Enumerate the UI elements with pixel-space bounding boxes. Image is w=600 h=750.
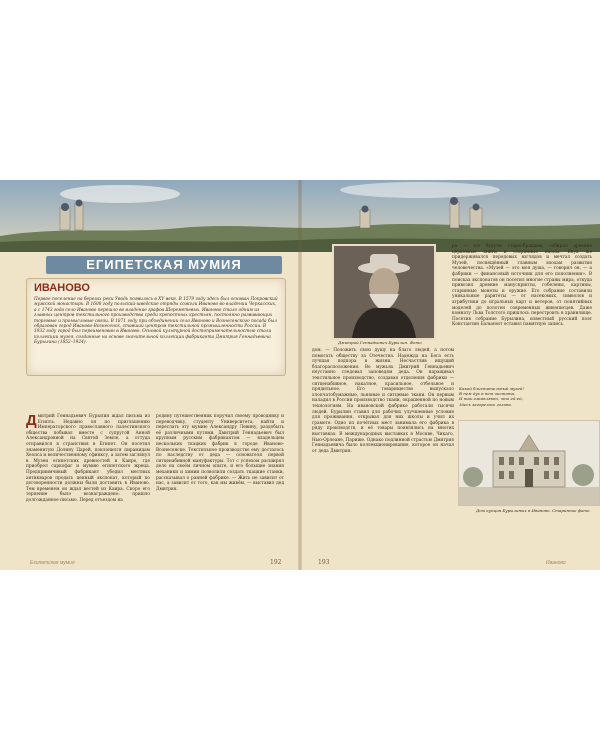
left-page-number: 192: [270, 559, 282, 566]
section-subtitle: ИВАНОВО: [34, 282, 90, 294]
column-text: митрий Геннадьевич Бурылин ждал письма из Египта. Недавно он по приглашению Императорского православного палестинского общества побывал вместе с супругой Анной Александровной на Святой Земле, а оттуда отправился в странствия в Египет. Он посетил знаменитую Долину Царей, поклонился пирамидам Хеопса и величественному сфинксу, а затем заглянул в Музеи египетских древностей в Каире, где приобрел саркофаг и мумию египетского жреца. Предприимчивый фабрикант убедил местных антикваров продать ценный экспонат, который по договоренности должны были доставить в Иваново. Тем временем он ждал вестей из Каира. Скоро его терпение было вознаграждено: пришло долгожданное письмо. Перед отъездом на: [26, 414, 150, 503]
drop-cap: Д: [26, 412, 37, 429]
right-column-1: дом. — Положить свою душу на благо людей, а потом помогать обществу за Отечества. Надежда на Бога есть лучшая подпора в жизни. Несчастлив ищущий благорасположения. Во мужьях Дмитрий Геннадьевич неустанно следовал заповедям деда. Он наращивал текстильное производство, создавая отделения фабрики — ситценабивное, накатное, красильное, отбельное и прядильное. Его товарищество выпускало хлопчатобумажные, льняные и ситцевые ткани. Он первым наладил в России производство ткани, окрашенной по новым технологиям. На ивановской фабрике работали тысячи людей. Бурылин ставил для рабочих улучшенные условия для проживания, открывал для них школы и учил их грамоте. Одно из почётных мест занимала его фабрика в ряду производств, и её товары появлялись на многих выставках. В международных выставках в Москве, Чикаго, Нью-Орлеане, Париже. Однако подлинной страстью Дмитрия Геннадьевича было коллекционирование, которое он начал от деда Дмитрия.: [312, 348, 454, 454]
poem-quote: [459, 386, 524, 407]
book-gutter: [298, 180, 302, 570]
book-spread: [0, 180, 600, 570]
poem-line: Здесь загорелась голова.: [459, 401, 512, 407]
left-column-1: [26, 414, 150, 504]
right-column-2: ра — тот будучи старообрядцем, собирал древние церковные книги и старинные иконы. Внук же придерживался передовых взглядов и мечтал создать Музей, посвящённый главным эпохам развития человечества. «Музей — это моя душа, — говорил он, — а фабрики — финансовый источник для его пополнения». В поисках экспонатов он посетил многие страны мира, откуда привозил древние манускрипты, гобелены, картины, старинные монеты и оружие. Его собрание составили уникальные раритеты — от насекомых, символов и атрибутики до игральных карт и ветеров, от понятийных моделей до полотен современных живописцев. Даже комнату Льва Толстого пришлось перестроить в хранилище. Посетив собрание Бурылина, известный русский поэт Константин Бальмонт оставил памятную запись.: [452, 244, 592, 328]
building-caption: Дом купцов Бурылиных в Иваново. Старинное фото: [476, 508, 590, 513]
title-band: [46, 256, 282, 274]
left-footer: Египетская мумия: [30, 560, 75, 566]
poem-line: Какой блистательный музей!: [459, 386, 525, 391]
right-footer: Иваново: [546, 560, 566, 566]
portrait-caption: Дмитрий Геннадьевич Бурылин. Фото: [338, 340, 422, 345]
poem-line: В нем дух в нем чистота,: [459, 391, 516, 397]
intro-paragraph: Первое поселение на берегах реки Уводь появилось в XV веке. В 1579 году здесь был основан Покровский мужской монастырь. В 1608 году польский-шведские отряды сожгли Иваново во владении Черкасских, а с 1743 года село Иваново перешло во владение графов Шереметевых. Иваново стало одним из главных центров текстильного производства среди крепостных крестьян, постоянно развивающих торговые и промысловые связи. В 1871 году при объединении села Иваново и Вознесенского посада был образован город Иваново-Вознесенск, ставший центром текстильной промышленности России. В 1932 году город был переименован в Иваново. Основой культурной достопримечательностью стали коллекции музея, созданные на основе значительной коллекции фабриканта Дмитрия Геннадьевича Бурылина (1852–1924).: [34, 297, 278, 346]
portrait-photo: [332, 244, 436, 340]
poem-line: И так оживляют, что ей-ей,: [459, 396, 523, 402]
right-page-number: 193: [318, 559, 330, 566]
building-photo: [458, 420, 600, 506]
left-column-2: родину путешественник поручил своему проводнику и переводчику, студенту Университета, найти и переслать эту мумию Александру Левину, раздобыть её различными путями. Дмитрий Геннадьевич был крупным русским фабрикантом — владельцем нескольких ткацких фабрик в городе Иваново-Вознесенске. Текстильное производство ему досталось по наследству от деда — основателя первой ситценабивной мануфактуры. Тот с успехом расширял дело на своём личном опыте, и его большие знания механики и химии позволили создать ткацкие станки, рассказывал о ранней фабрике. — Жить не зависит от нас, а зависит от того, как мы живём, — выставил дед Дмитрия.: [156, 414, 284, 492]
page-title: ЕГИПЕТСКАЯ МУМИЯ: [86, 257, 242, 272]
